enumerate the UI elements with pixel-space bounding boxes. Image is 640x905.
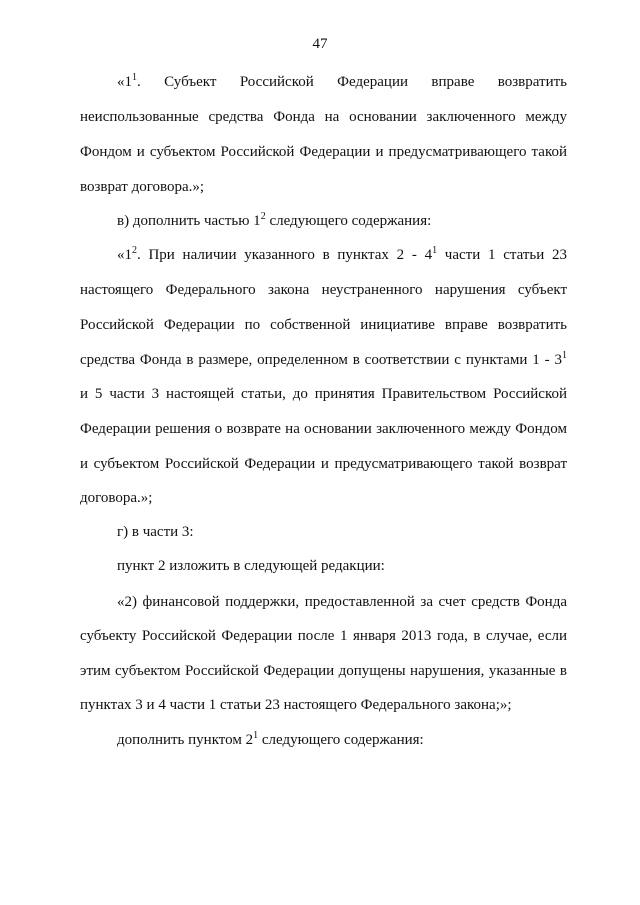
text-line: настоящего Федерального закона неустраненного нарушения субъект [80,282,567,298]
text-line: договора.»; [80,490,153,506]
text-line: и 5 части 3 настоящей статьи, до принятия Правительством Российской [80,386,567,402]
text-line: «$1^2$. При наличии указанного в пунктах $2 - 4^1$ части 1 статьи 23 [117,245,567,263]
text-line: возврат договора.»; [80,179,205,195]
text-line: в) дополнить частью $1^2$ следующего содержания: [117,211,432,229]
text-line: неиспользованные средства Фонда на основании заключенного между [80,109,567,125]
text-line: пунктах 3 и 4 части 1 статьи 23 настоящего Федерального закона;»; [80,697,512,713]
text-line: Российской Федерации по собственной инициативе вправе возвратить [80,317,567,333]
text-line: и субъектом Российской Федерации и предусматривающего такой возврат [80,456,567,472]
text-line: этим субъектом Российской Федерации допущены нарушения, указанные в [80,663,567,679]
text-line: Фондом и субъектом Российской Федерации и предусматривающего такой [80,144,567,160]
text-line: «2) финансовой поддержки, предоставленной за счет средств Фонда [117,594,567,610]
text-line: г) в части 3: [117,524,194,540]
page-number: 47 [312,36,328,52]
text-line: Федерации решения о возврате на основании заключенного между Фондом [80,421,567,437]
text-line: дополнить пунктом $2^1$ следующего содержания: [117,730,424,748]
text-line: субъекту Российской Федерации после 1 января 2013 года, в случае, если [80,628,567,644]
text-line: средства Фонда в размере, определенном в соответствии с пунктами $1 - 3^1$ [80,350,567,368]
text-line: «$1^1$. Субъект Российской Федерации вправе возвратить [117,72,567,90]
text-line: пункт 2 изложить в следующей редакции: [117,558,385,574]
